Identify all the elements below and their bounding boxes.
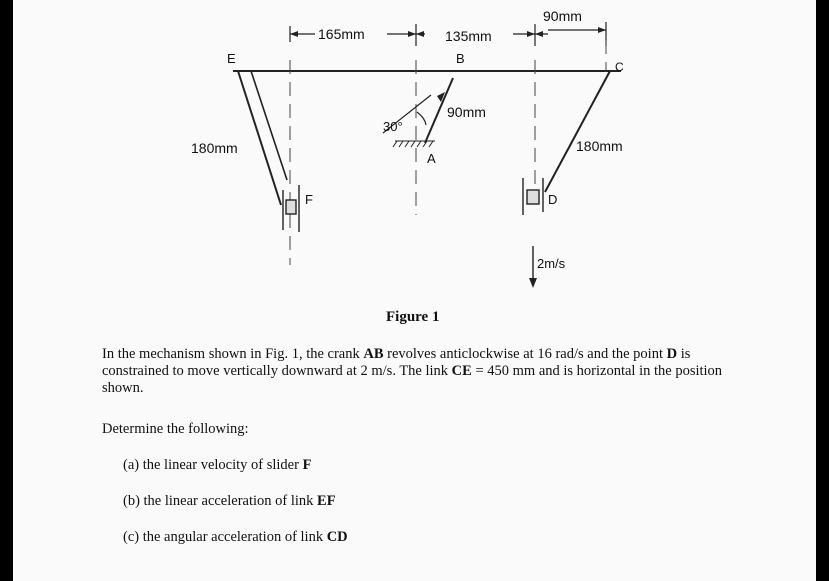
problem-ce: CE: [451, 363, 472, 379]
question-b: [123, 493, 348, 529]
dim-180-left-label: 180mm: [191, 140, 238, 156]
question-b-text: (b) the linear acceleration of link: [123, 493, 318, 509]
dim-90-crank-label: 90mm: [447, 104, 486, 120]
slider-f: [283, 185, 299, 232]
slider-d: [523, 178, 543, 215]
centre-lines: [290, 40, 606, 265]
document-page: [13, 0, 816, 581]
mechanism-diagram: [13, 0, 816, 300]
dim-90-top-label: 90mm: [543, 8, 582, 24]
question-a-bold: F: [302, 457, 312, 473]
question-a-text: (a) the linear velocity of slider: [123, 457, 303, 473]
problem-text-4: = 450 mm and is horizontal in the position shown.: [102, 363, 723, 396]
angle-label: 30°: [383, 119, 403, 134]
point-f-label: F: [305, 192, 313, 207]
point-b-label: B: [456, 51, 465, 66]
figure-caption: Figure 1: [386, 309, 440, 325]
dim-180-right-label: 180mm: [576, 138, 623, 154]
problem-text-1: In the mechanism shown in Fig. 1, the crank: [102, 346, 364, 362]
angle-arc: [417, 112, 426, 125]
ground-a: [393, 141, 435, 147]
question-c-bold: CD: [326, 529, 348, 545]
problem-ab: AB: [363, 346, 384, 362]
point-a-label: A: [427, 151, 436, 166]
problem-statement: [102, 346, 742, 397]
velocity-arrow: [529, 246, 537, 288]
link-ef: [238, 71, 281, 205]
problem-text-2: revolves anticlockwise at 16 rad/s and the point: [383, 346, 667, 362]
question-b-bold: EF: [317, 493, 336, 509]
point-c-label: C: [615, 60, 624, 74]
question-c-text: (c) the angular acceleration of link: [123, 529, 327, 545]
dim-135-label: 135mm: [445, 28, 492, 44]
dim-165-label: 165mm: [318, 26, 365, 42]
problem-text-3: is constrained to move vertically downward at 2 m/s. The link: [102, 346, 691, 379]
velocity-label: 2m/s: [537, 256, 566, 271]
question-list: [123, 457, 348, 565]
problem-d: D: [666, 346, 678, 362]
question-c: [123, 529, 348, 565]
point-d-label: D: [548, 192, 558, 207]
point-e-label: E: [227, 51, 236, 66]
determine-heading: Determine the following:: [102, 421, 249, 437]
question-a: [123, 457, 348, 493]
